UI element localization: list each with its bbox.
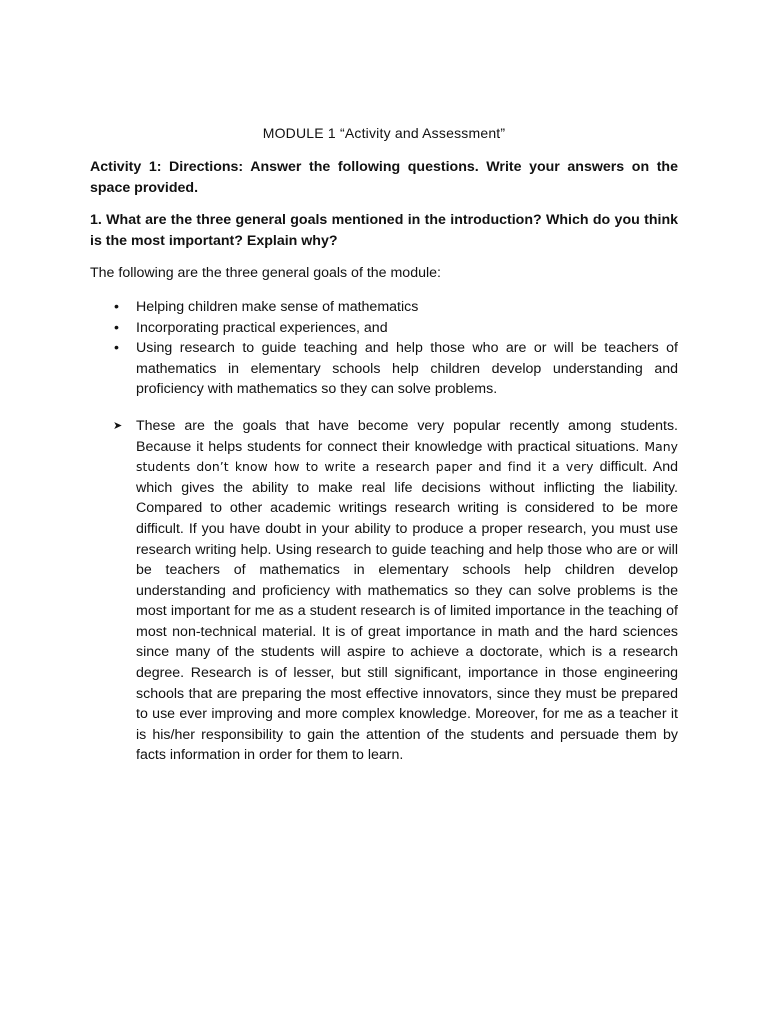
answer-paragraph <box>90 416 678 766</box>
module-title: MODULE 1 “Activity and Assessment” <box>262 125 506 141</box>
answer-text-part-3: difficult. And which gives the ability to make real life decisions without inflicting the liability. Compared to other academic writings research writing is considered to be more difficult. If you have doubt in your ability to produce a proper research, you must use research writing help. Using research to guide teaching and help those who are or will be teachers of mathematics in elementary schools help children develop understanding and proficiency with mathematics so they can solve problems is the most important for me as a student research is of limited importance in the teaching of most non-technical material. It is of great importance in math and the hard sciences since many of the students will aspire to achieve a doctorate, which is a research degree. Research is of lesser, but still significant, importance in those engineering schools that are preparing the most effective innovators, since they must be prepared to use ever improving and more complex knowledge. Moreover, for me as a teacher it is his/her responsibility to gain the attention of the students and persuade them by facts information in order for them to learn. <box>136 459 678 764</box>
question-1: 1. What are the three general goals mentioned in the introduction? Which do you think is the most important? Explain why? <box>90 212 678 249</box>
arrow-bullet-icon: ➤ <box>113 419 123 432</box>
goal-item: • Using research to guide teaching and help those who are or will be teachers of mathematics in elementary schools help children develop understanding and proficiency with mathematics so they can solve problems. <box>90 338 678 400</box>
activity-directions: Activity 1: Directions: Answer the following questions. Write your answers on the space provided. <box>90 159 678 196</box>
answer-text-part-2: Many students don’t know how to write a research paper and find it a very <box>136 438 678 475</box>
goals-list <box>90 297 678 400</box>
goal-item: • Helping children make sense of mathematics <box>90 297 678 318</box>
answer-text-part-1: These are the goals that have become very popular recently among students. Because it helps students for connect their knowledge with practical situations. <box>136 417 678 455</box>
goals-intro: The following are the three general goals of the module: <box>90 265 441 282</box>
goal-item: • Incorporating practical experiences, and <box>90 318 678 339</box>
document-body <box>90 157 678 766</box>
